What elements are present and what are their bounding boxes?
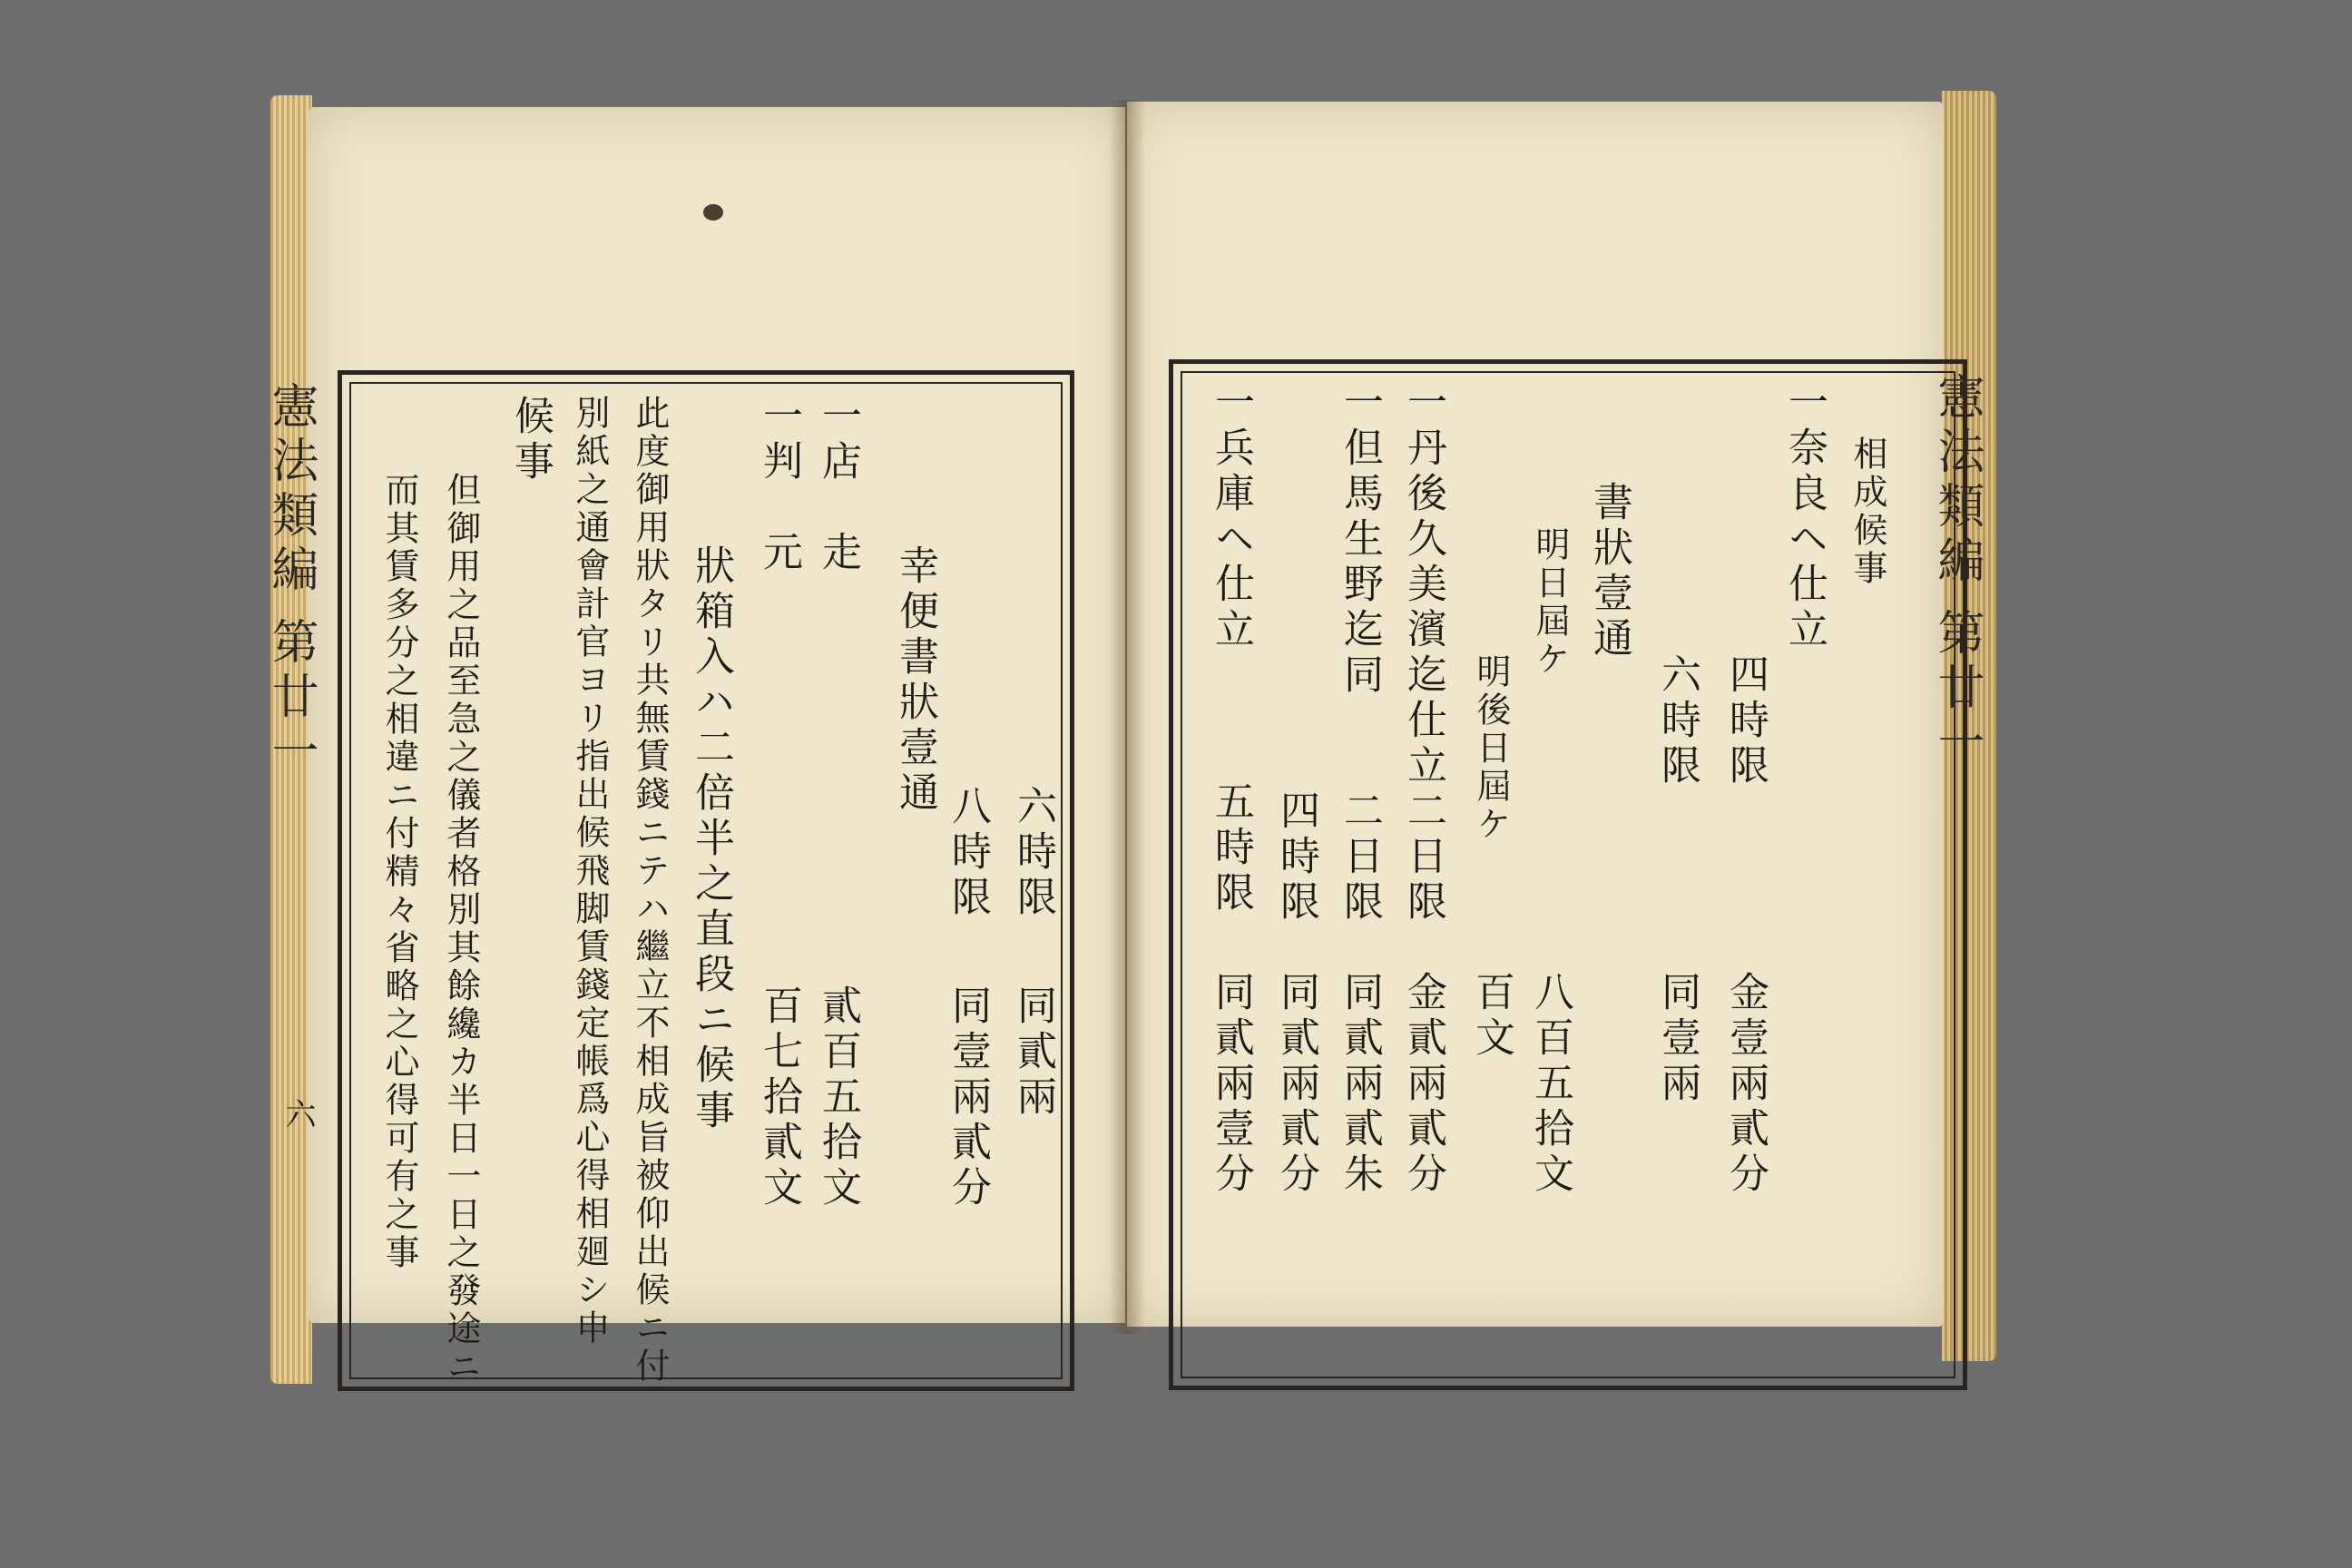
left-col-15: 而其賃多分之相違ニ付精々省略之心得可有之事 bbox=[379, 472, 419, 1272]
right-col-17: 同貳兩貳朱 bbox=[1337, 971, 1383, 1198]
right-col-11: 二日限 bbox=[1400, 789, 1446, 926]
book-gutter bbox=[1109, 100, 1145, 1334]
right-margin-title: 憲法類編 bbox=[1929, 372, 1984, 590]
right-col-12: 八百五拾文 bbox=[1527, 971, 1573, 1198]
left-col-11: 此度御用狀タリ共無賃錢ニテハ繼立不相成旨被仰出候ニ付 bbox=[630, 395, 670, 1386]
right-col-19: 同貳兩貳分 bbox=[1273, 971, 1319, 1198]
ink-stain bbox=[703, 204, 723, 220]
right-col-1: 相成候事 bbox=[1847, 436, 1887, 588]
left-col-2: 六時限 bbox=[1010, 785, 1056, 921]
right-col-16: 二日限 bbox=[1337, 789, 1383, 926]
right-col-2: 一奈良ヘ仕立 bbox=[1781, 381, 1828, 653]
left-margin-volume: 第廿一 bbox=[263, 617, 318, 780]
left-col-10: 狀箱入ハ二倍半之直段ニ候事 bbox=[688, 544, 734, 1134]
left-margin-title: 憲法類編 bbox=[263, 381, 318, 599]
right-col-10: 一丹後久美濱迄仕立 bbox=[1400, 381, 1446, 789]
left-col-9: 百七拾貳文 bbox=[756, 985, 802, 1211]
left-col-12: 別紙之通會計官ヨリ指出候飛脚賃錢定帳爲心得相廻シ申 bbox=[570, 395, 610, 1348]
right-col-18: 四時限 bbox=[1273, 789, 1319, 926]
left-page-number: 六 bbox=[279, 1098, 316, 1134]
right-col-3: 四時限 bbox=[1722, 653, 1769, 789]
right-col-6: 同壹兩 bbox=[1654, 971, 1700, 1107]
left-col-1: 幸便書狀壹通 bbox=[892, 544, 938, 817]
right-col-22: 同貳兩壹分 bbox=[1208, 971, 1254, 1198]
right-col-8: 明日屆ケ bbox=[1530, 526, 1570, 679]
right-col-15: 一但馬生野迄同 bbox=[1337, 381, 1383, 699]
left-col-7: 貳百五拾文 bbox=[815, 985, 861, 1211]
right-col-4: 金壹兩貳分 bbox=[1722, 971, 1769, 1198]
right-col-5: 六時限 bbox=[1654, 653, 1700, 789]
right-col-21: 五時限 bbox=[1208, 780, 1254, 916]
right-col-7: 書狀壹通 bbox=[1586, 481, 1632, 662]
left-col-6: 一店 走 bbox=[815, 395, 861, 576]
right-col-9: 明後日屆ケ bbox=[1471, 653, 1511, 844]
right-col-13: 百文 bbox=[1468, 971, 1514, 1062]
right-col-14: 金貳兩貳分 bbox=[1400, 971, 1446, 1198]
right-col-20: 一兵庫ヘ仕立 bbox=[1208, 381, 1254, 653]
right-margin-volume: 第廿一 bbox=[1929, 608, 1984, 771]
left-col-5: 同壹兩貳分 bbox=[945, 985, 991, 1211]
left-col-3: 同貳兩 bbox=[1010, 985, 1056, 1121]
left-col-8: 一判 元 bbox=[756, 395, 802, 576]
left-col-14: 但御用之品至急之儀者格別其餘纔カ半日一日之發途ニ bbox=[441, 472, 481, 1387]
left-col-13: 候事 bbox=[507, 395, 554, 485]
left-col-4: 八時限 bbox=[945, 785, 991, 921]
